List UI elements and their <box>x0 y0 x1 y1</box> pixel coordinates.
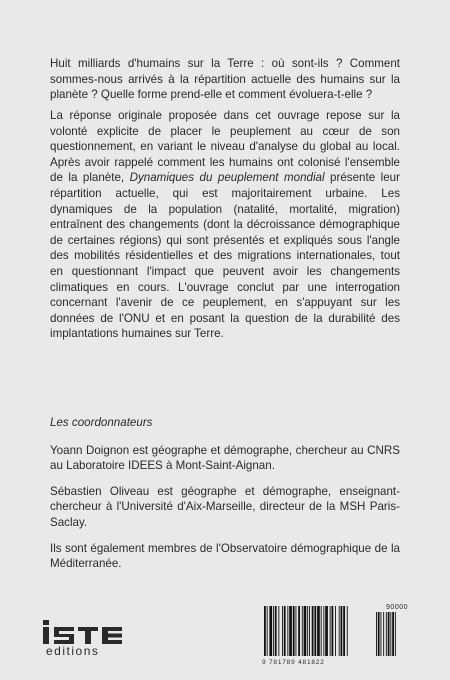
summary-part-1: La réponse originale proposée dans cet ouvrage repose sur la volonté explicite de placer le peuplement au cœur de son questionnement, en variant le niveau d'analyse du global au local. Après avoir rappelé comment les humains ont colonisé l'ensemble de la planète, <box>50 109 400 185</box>
author-bio-2: Sébastien Oliveau est géographe et démographe, enseignant-chercheur à l'Université d'Aix-Marseille, directeur de la MSH Paris-Saclay. <box>50 484 400 529</box>
summary-text <box>50 108 400 342</box>
barcode-icon <box>258 604 408 666</box>
author-bio-1: Yoann Doignon est géographe et démographe, chercheur au CNRS au Laboratoire IDEES à Mont-Saint-Aignan. <box>50 443 400 473</box>
authors-affiliation: Ils sont également membres de l'Observatoire démographique de la Méditerranée. <box>50 541 400 571</box>
book-title: Dynamiques du peuplement mondial <box>129 171 325 185</box>
authors-heading: Les coordonnateurs <box>50 416 153 429</box>
summary-part-2: présente leur répartition actuelle, qui est majoritairement urbaine. Les dynamiques de la population (natalité, mortalité, migration) entraînent des changements (dont la décroissance démographique de certaines régions) qui sont présentés et expliqués sous l'angle des mobilités résidentielles et des migrations internationales, tout en questionnant l'impact que peuvent avoir les changements climatiques en cours. L'ouvrage conclut par une interrogation concernant l'avenir de ce peuplement, en s'appuyant sur les données de l'ONU et en posant la question de la durabilité des implantations humaines sur Terre. <box>50 171 400 341</box>
authors-section <box>50 415 400 582</box>
barcode <box>258 604 408 666</box>
intro-paragraph <box>50 56 400 113</box>
price-code: 90000 <box>386 604 408 611</box>
isbn-number: 9 781789 481822 <box>262 659 325 666</box>
publisher-logo <box>40 618 150 658</box>
svg-text:editions: editions <box>46 644 100 658</box>
summary-paragraph <box>50 108 400 352</box>
intro-text: Huit milliards d'humains sur la Terre : où sont-ils ? Comment sommes-nous arrivés à la répartition actuelle des humains sur la planète ? Quelle forme prend-elle et comment évoluera-t-elle ? <box>50 57 400 102</box>
iste-logo-icon <box>40 618 150 658</box>
